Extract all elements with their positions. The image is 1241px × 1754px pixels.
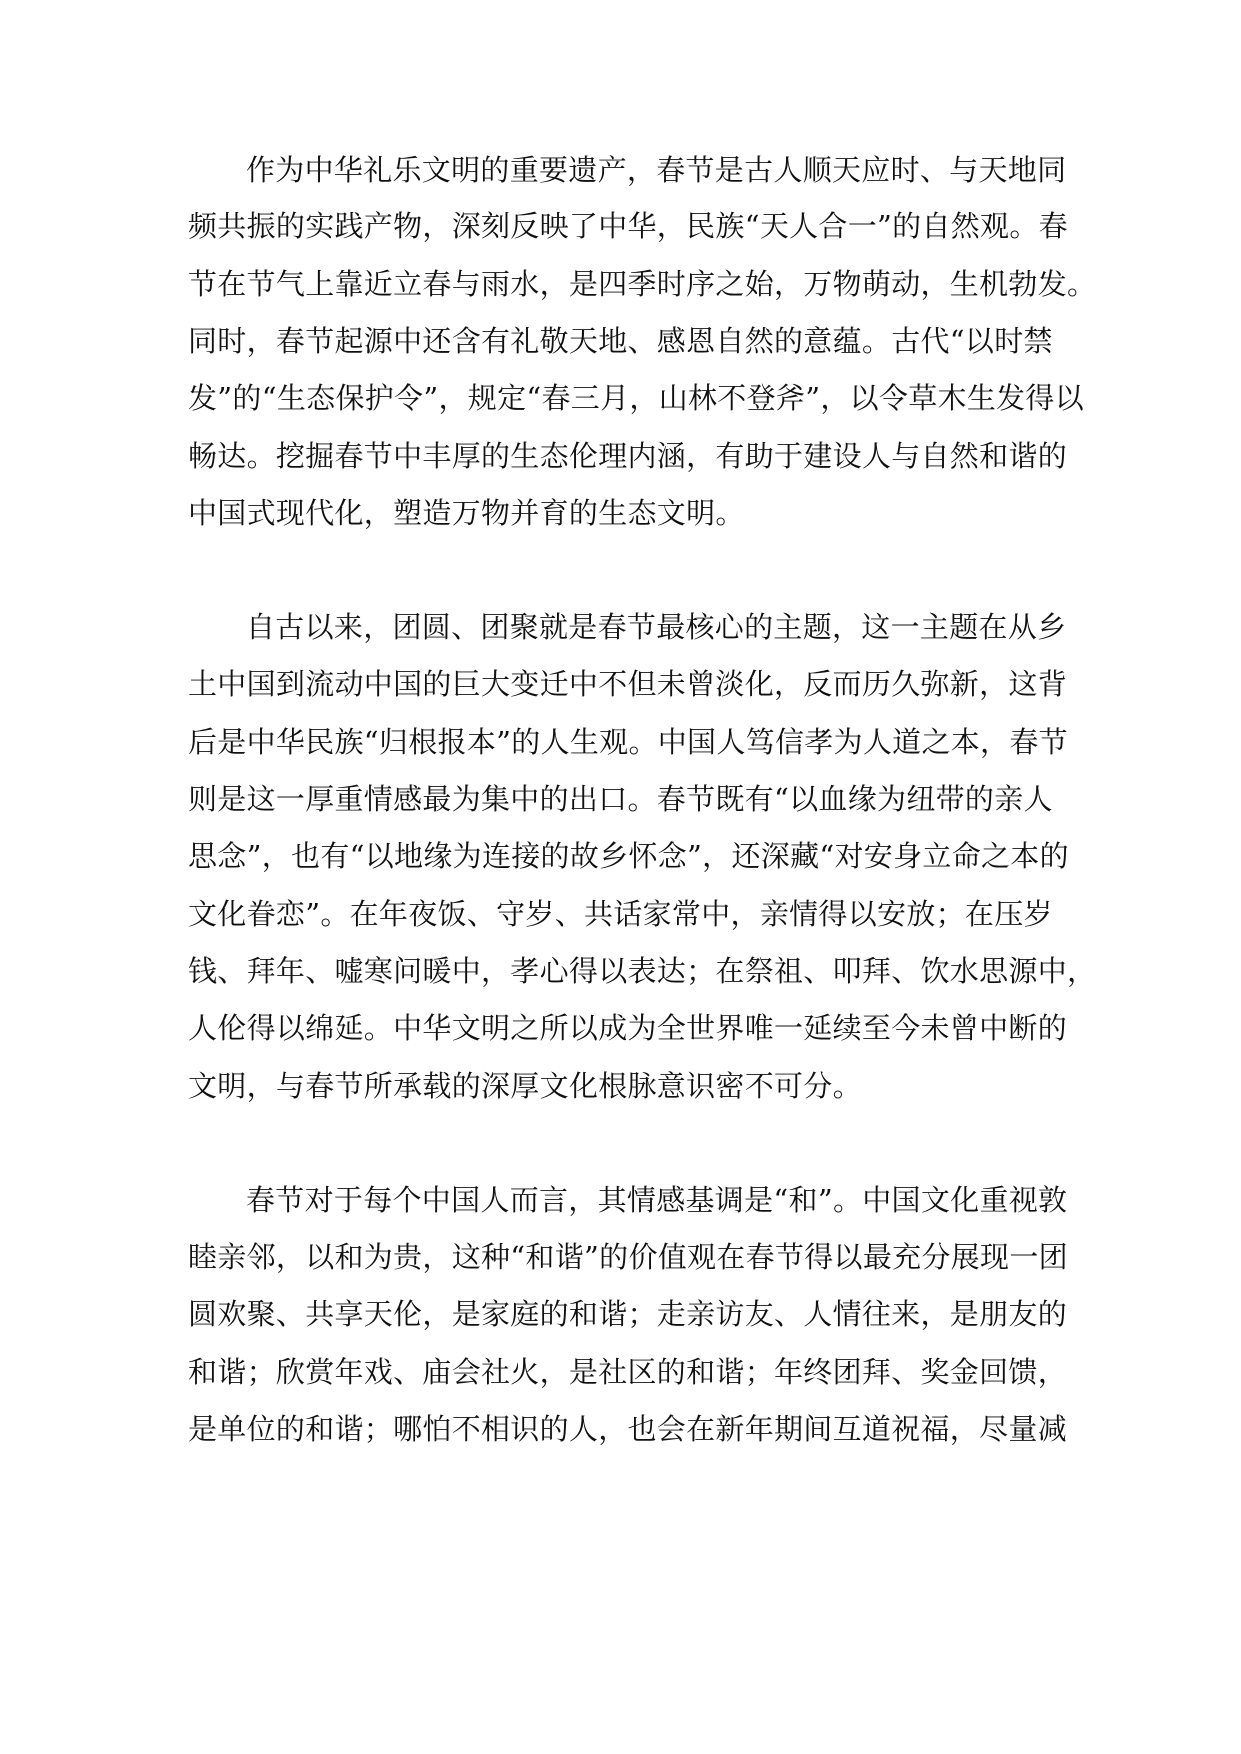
text-line: 是单位的和谐；哪怕不相识的人，也会在新年期间互道祝福，尽量减 [188,1412,1068,1446]
text-line: 后是中华民族“归根报本”的人生观。中国人笃信孝为人道之本，春节 [188,725,1068,759]
text-line: 频共振的实践产物，深刻反映了中华，民族“天人合一”的自然观。春 [188,209,1068,243]
text-line: 土中国到流动中国的巨大变迁中不但未曾淡化，反而历久弥新，这背 [188,667,1068,701]
text-line: 圆欢聚、共享天伦，是家庭的和谐；走亲访友、人情往来，是朋友的 [188,1297,1068,1331]
text-line: 节在节气上靠近立春与雨水，是四季时序之始，万物萌动，生机勃发。 [188,267,1097,301]
text-line: 文化眷恋”。在年夜饭、守岁、共话家常中，亲情得以安放；在压岁 [188,897,1053,931]
text-line: 畅达。挖掘春节中丰厚的生态伦理内涵，有助于建设人与自然和谐的 [188,439,1068,473]
text-line: 思念”，也有“以地缘为连接的故乡怀念”，还深藏“对安身立命之本的 [188,839,1069,873]
text-line: 作为中华礼乐文明的重要遗产，春节是古人顺天应时、与天地同 [246,153,1067,187]
text-line: 同时，春节起源中还含有礼敬天地、感恩自然的意蕴。古代“以时禁 [188,324,1053,358]
text-line: 发”的“生态保护令”，规定“春三月，山林不登斧”，以令草木生发得以 [188,381,1085,415]
text-line: 自古以来，团圆、团聚就是春节最核心的主题，这一主题在从乡 [246,610,1067,644]
text-line: 和谐；欣赏年戏、庙会社火，是社区的和谐；年终团拜、奖金回馈， [188,1355,1068,1389]
text-line: 文明，与春节所承载的深厚文化根脉意识密不可分。 [188,1069,862,1103]
text-line: 睦亲邻，以和为贵，这种“和谐”的价值观在春节得以最充分展现一团 [188,1240,1068,1274]
text-line: 钱、拜年、嘘寒问暖中，孝心得以表达；在祭祖、叩拜、饮水思源中， [188,954,1097,988]
text-line: 则是这一厚重情感最为集中的出口。春节既有“以血缘为纽带的亲人 [188,782,1053,816]
text-line: 人伦得以绵延。中华文明之所以成为全世界唯一延续至今未曾中断的 [188,1011,1068,1045]
text-line: 中国式现代化，塑造万物并育的生态文明。 [188,496,745,530]
text-line: 春节对于每个中国人而言，其情感基调是“和”。中国文化重视敦 [246,1183,1068,1217]
